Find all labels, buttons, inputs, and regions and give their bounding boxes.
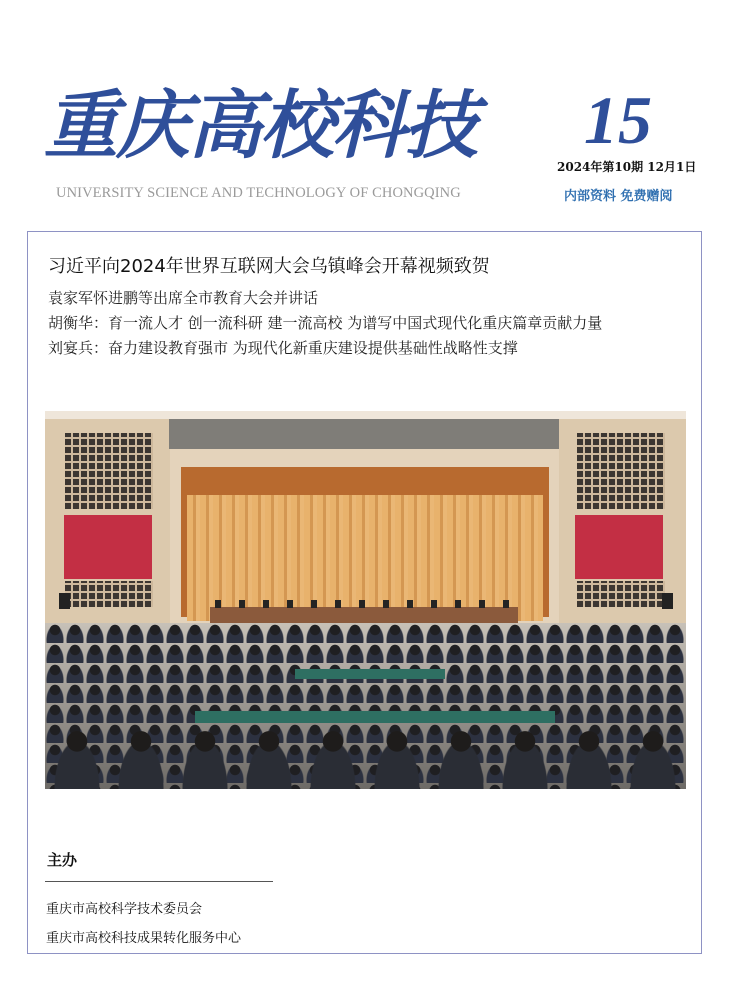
photo-dais-attendees: [215, 600, 515, 608]
issue-number: 15: [584, 82, 652, 158]
sponsor-divider: [45, 881, 273, 882]
photo-front-row: [45, 721, 686, 789]
photo-lattice-panel: [577, 581, 665, 607]
masthead-subtitle: UNIVERSITY SCIENCE AND TECHNOLOGY OF CHONGQING: [56, 185, 461, 201]
headline-item[interactable]: 袁家军怀进鹏等出席全市教育大会并讲话: [48, 289, 319, 307]
photo-ceiling: [45, 411, 686, 419]
photo-speaker: [59, 593, 70, 609]
headline-item[interactable]: 刘宴兵：奋力建设教育强市 为现代化新重庆建设提供基础性战略性支撑: [48, 339, 518, 357]
photo-speaker: [662, 593, 673, 609]
photo-table: [295, 669, 445, 679]
cover-photo: [45, 411, 686, 789]
issue-note: 内部资料 免费赠阅: [564, 189, 673, 204]
photo-lattice-panel: [65, 433, 153, 509]
issue-date: 2024年第10期 12月1日: [557, 160, 697, 174]
photo-lattice-panel: [577, 433, 665, 509]
sponsor-label: 主办: [47, 851, 78, 869]
sponsor-item: 重庆市高校科技成果转化服务中心: [46, 931, 242, 946]
masthead-title: 重庆高校科技: [44, 83, 476, 169]
photo-screen-left: [64, 515, 152, 579]
photo-screen-right: [575, 515, 663, 579]
photo-lattice-panel: [65, 581, 153, 607]
headline-item[interactable]: 胡衡华：育一流人才 创一流科研 建一流高校 为谱写中国式现代化重庆篇章贡献力量: [48, 314, 603, 332]
main-headline[interactable]: 习近平向2024年世界互联网大会乌镇峰会开幕视频致贺: [48, 256, 490, 277]
sponsor-item: 重庆市高校科学技术委员会: [46, 902, 203, 917]
photo-top-band: [169, 419, 559, 449]
